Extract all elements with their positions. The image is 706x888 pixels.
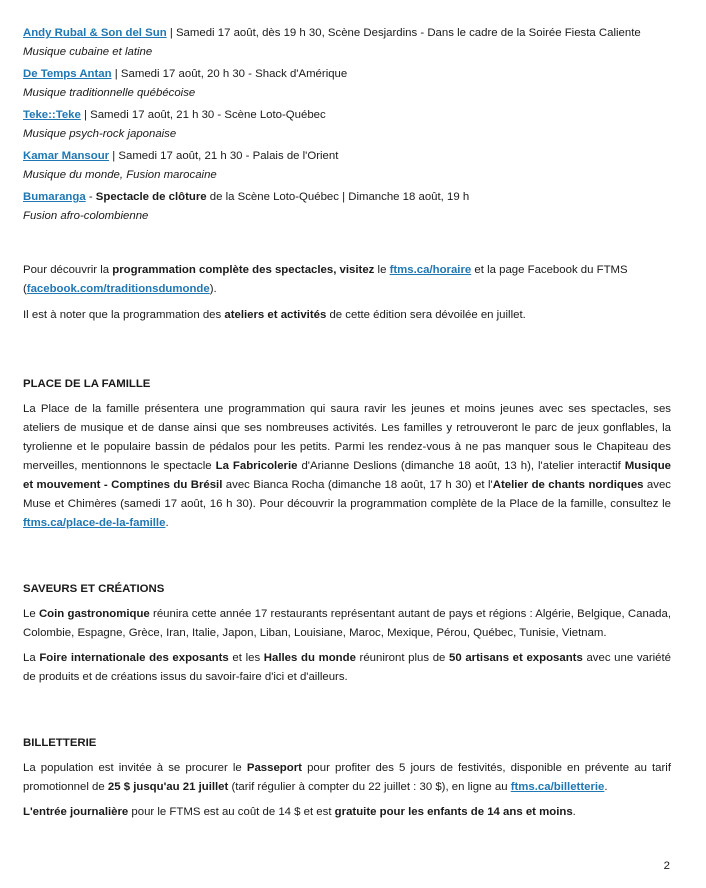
artist-genre: Musique traditionnelle québécoise bbox=[23, 87, 196, 99]
billetterie-paragraph-2: L'entrée journalière pour le FTMS est au coût de 14 $ et est gratuite pour les enfants de 14 ans et moins. bbox=[23, 806, 576, 818]
artist-genre: Musique du monde, Fusion marocaine bbox=[23, 169, 217, 181]
artist-list bbox=[23, 24, 671, 226]
artist-entry bbox=[23, 65, 671, 103]
artist-entry bbox=[23, 106, 671, 144]
famille-paragraph: La Place de la famille présentera une programmation qui saura ravir les jeunes et moins jeunes avec ses spectacles, ses ateliers de musique et de danse ainsi que ses nombreuses activités. Les familles y retrouveront le parc de jeux gonflables, la tyrolienne et le populaire bassin de pédalos pour les petits. Parmi les rendez-vous à ne pas manquer sous le Chapiteau des merveilles, mentionnons le spectacle La Fabricolerie d'Arianne Deslions (dimanche 18 août, 13 h), l'atelier interactif Musique et mouvement - Comptines du Brésil avec Bianca Rocha (dimanche 18 août, 17 h 30) et l'Atelier de chants nordiques avec Muse et Chimères (samedi 17 août, 16 h 30). Pour découvrir la programmation complète de la Place de la famille, consultez le ftms.ca/place-de-la-famille. bbox=[23, 403, 671, 529]
artist-details: | Samedi 17 août, 21 h 30 - Scène Loto-Québec bbox=[80, 109, 326, 121]
billetterie-paragraph-1: La population est invitée à se procurer le Passeport pour profiter des 5 jours de festivités, disponible en prévente au tarif promotionnel de 25 $ jusqu'au 21 juillet (tarif régulier à compter du 22 juillet : 30 $), en ligne au ftms.ca/billetterie. bbox=[23, 762, 671, 793]
programmation-paragraph: Pour découvrir la programmation complète des spectacles, visitez le ftms.ca/horaire et la page Facebook du FTMS (facebook.com/traditionsdumonde). bbox=[23, 264, 628, 295]
artist-link[interactable]: Teke::Teke bbox=[23, 109, 81, 121]
artist-details: | Samedi 17 août, 21 h 30 - Palais de l'Orient bbox=[109, 150, 339, 162]
section-heading-famille: PLACE DE LA FAMILLE bbox=[23, 378, 151, 390]
artist-link[interactable]: De Temps Antan bbox=[23, 68, 112, 80]
famille-link[interactable]: ftms.ca/place-de-la-famille bbox=[23, 517, 166, 529]
artist-genre: Fusion afro-colombienne bbox=[23, 210, 149, 222]
activities-note: Il est à noter que la programmation des ateliers et activités de cette édition sera dévoilée en juillet. bbox=[23, 309, 526, 321]
horaire-link[interactable]: ftms.ca/horaire bbox=[389, 264, 472, 276]
saveurs-paragraph-2: La Foire internationale des exposants et les Halles du monde réuniront plus de 50 artisans et exposants avec une variété de produits et de créations issus du savoir-faire d'ici et d'ailleurs. bbox=[23, 652, 672, 683]
artist-line bbox=[23, 106, 671, 125]
artist-entry bbox=[23, 147, 671, 185]
section-heading-billetterie: BILLETTERIE bbox=[23, 737, 97, 749]
artist-details: de la Scène Loto-Québec | Dimanche 18 août, 19 h bbox=[206, 191, 470, 203]
section-heading-saveurs: SAVEURS ET CRÉATIONS bbox=[23, 583, 165, 595]
artist-genre: Musique cubaine et latine bbox=[23, 46, 153, 58]
billetterie-link[interactable]: ftms.ca/billetterie bbox=[510, 781, 605, 793]
closing-show-label: Spectacle de clôture bbox=[95, 191, 207, 203]
artist-line bbox=[23, 188, 671, 207]
document-page bbox=[23, 24, 671, 822]
artist-sep: - bbox=[85, 191, 96, 203]
artist-genre: Musique psych-rock japonaise bbox=[23, 128, 177, 140]
artist-line bbox=[23, 147, 671, 166]
artist-details: | Samedi 17 août, 20 h 30 - Shack d'Amérique bbox=[111, 68, 348, 80]
page-number: 2 bbox=[663, 860, 670, 872]
artist-line bbox=[23, 65, 671, 84]
artist-link[interactable]: Kamar Mansour bbox=[23, 150, 110, 162]
facebook-link[interactable]: facebook.com/traditionsdumonde bbox=[26, 283, 210, 295]
artist-entry bbox=[23, 24, 671, 62]
artist-line bbox=[23, 24, 671, 43]
artist-link[interactable]: Bumaranga bbox=[23, 191, 86, 203]
saveurs-paragraph-1: Le Coin gastronomique réunira cette année 17 restaurants représentant autant de pays et régions : Algérie, Belgique, Canada, Colombie, Espagne, Grèce, Iran, Italie, Japon, Liban, Louisiane, Maroc, Mexique, Pérou, Québec, Tunisie, Vietnam. bbox=[23, 608, 671, 639]
artist-entry bbox=[23, 188, 671, 226]
artist-details: | Samedi 17 août, dès 19 h 30, Scène Desjardins - Dans le cadre de la Soirée Fiesta Caliente bbox=[166, 27, 641, 39]
artist-link[interactable]: Andy Rubal & Son del Sun bbox=[23, 27, 167, 39]
